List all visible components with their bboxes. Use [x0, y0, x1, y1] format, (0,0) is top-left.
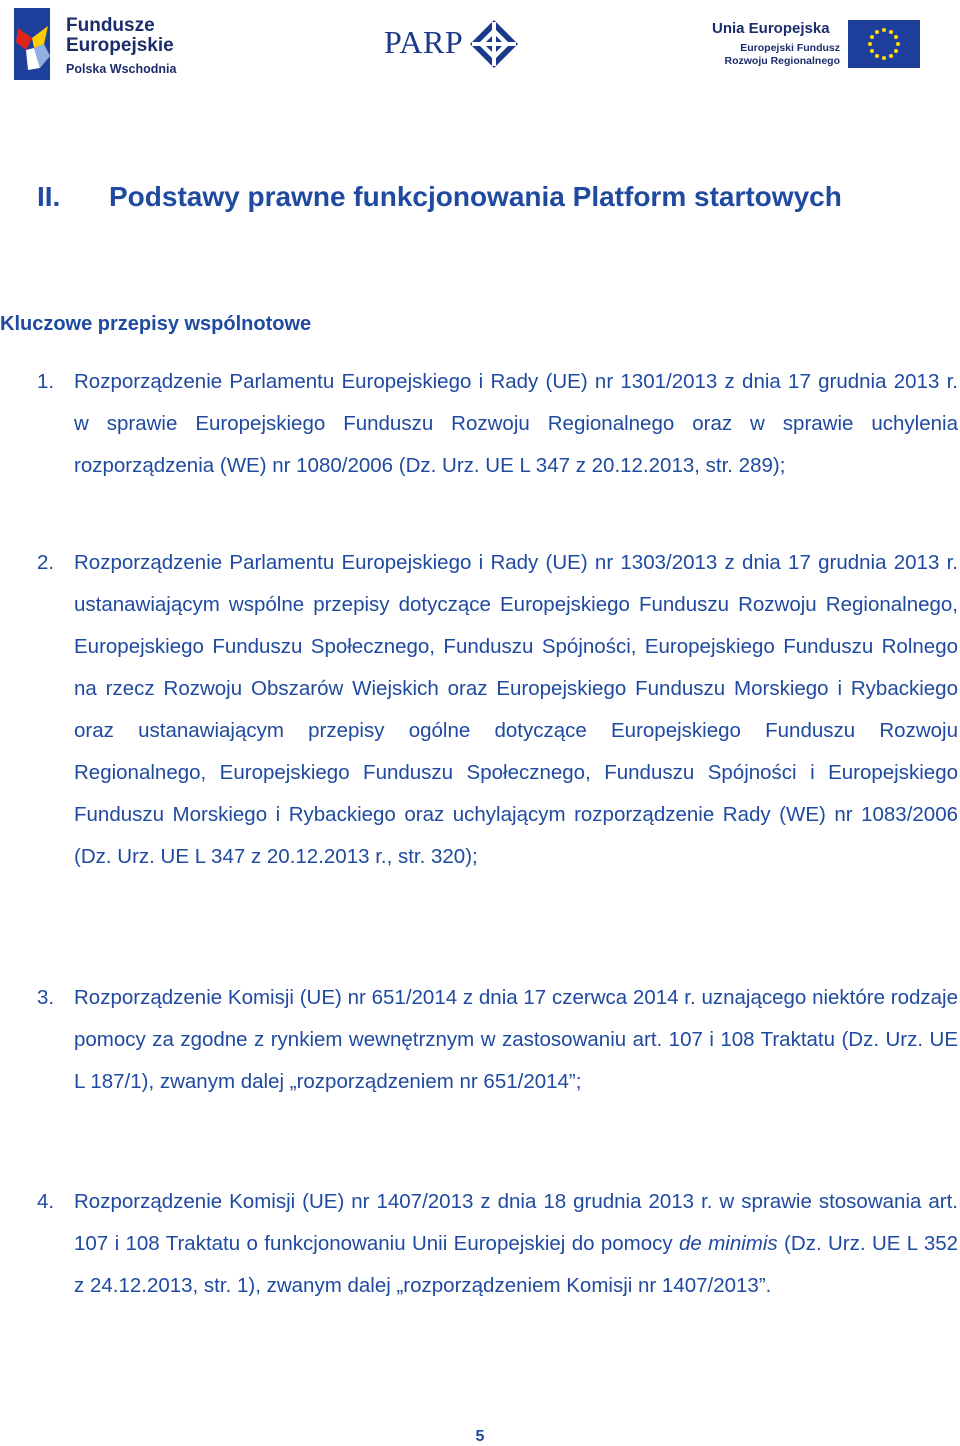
list-item-text-italic: de minimis [679, 1232, 778, 1255]
chapter-number: II. [37, 181, 61, 212]
fe-logo-title [66, 16, 174, 56]
list-item-text-part: Rozporządzenie Komisji (UE) nr 1407/2013 z dnia 18 grudnia 2013 r. w sprawie stosowania art. 107 i 108 Traktatu o funkcjonowaniu Unii Europejskiej do pomocy [74, 1190, 958, 1255]
fe-star-mark-icon [14, 8, 54, 80]
fe-title-line2: Europejskie [66, 35, 174, 56]
page-number: 5 [475, 1428, 485, 1445]
section-subheading: Kluczowe przepisy wspólnotowe [0, 313, 312, 335]
list-item-number: 1. [37, 370, 55, 393]
eu-sub-line1: Europejski Fundusz [740, 42, 840, 54]
eu-sub-line2: Rozwoju Regionalnego [724, 55, 840, 67]
list-item-text: Rozporządzenie Parlamentu Europejskiego i Rady (UE) nr 1303/2013 z dnia 17 grudnia 2013 r. ustanawiającym wspólne przepisy dotyczące Europejskiego Funduszu Rozwoju Regionalnego, Europejskiego Funduszu Społecznego, Funduszu Spójności, Europejskiego Funduszu Rolnego na rzecz Rozwoju Obszarów Wiejskich oraz Europejskiego Funduszu Morskiego i Rybackiego oraz ustanawiającym przepisy ogólne dotyczące Europejskiego Funduszu Rozwoju Regionalnego, Europejskiego Funduszu Społecznego, Funduszu Spójności i Europejskiego Funduszu Morskiego i Rybackiego oraz uchylającym rozporządzenie Rady (WE) nr 1083/2006 (Dz. Urz. UE L 347 z 20.12.2013 r., str. 320); [74, 551, 958, 868]
list-item-text: Rozporządzenie Parlamentu Europejskiego i Rady (UE) nr 1301/2013 z dnia 17 grudnia 2013 r. w sprawie Europejskiego Funduszu Rozwoju Regionalnego oraz w sprawie uchylenia rozporządzenia (WE) nr 1080/2006 (Dz. Urz. UE L 347 z 20.12.2013, str. 289); [74, 370, 958, 477]
fe-logo-subtitle: Polska Wschodnia [66, 62, 177, 76]
list-item-text [74, 1181, 958, 1307]
parp-mark-icon [470, 20, 518, 68]
eu-flag-icon [848, 20, 920, 68]
fe-title-line1: Fundusze [66, 15, 155, 36]
list-item-number: 3. [37, 986, 55, 1009]
parp-logo-text: PARP [384, 24, 464, 60]
page-header [0, 0, 960, 90]
eu-logo-subtitle [712, 42, 840, 68]
list-item-text-part: (Dz. Urz. UE L 352 z 24.12.2013, str. 1), zwanym dalej „rozporządzeniem Komisji nr 1407/2013”. [74, 1232, 959, 1297]
list-item-text: Rozporządzenie Komisji (UE) nr 651/2014 z dnia 17 czerwca 2014 r. uznającego niektóre rodzaje pomocy za zgodne z rynkiem wewnętrznym w zastosowaniu art. 107 i 108 Traktatu (Dz. Urz. UE L 187/1), zwanym dalej „rozporządzeniem nr 651/2014”; [74, 986, 958, 1093]
list-item-number: 4. [37, 1190, 55, 1213]
parp-logo [384, 20, 524, 68]
list-item-number: 2. [37, 551, 55, 574]
chapter-title: Podstawy prawne funkcjonowania Platform startowych [109, 181, 842, 212]
fundusze-europejskie-logo [14, 8, 194, 80]
eu-logo-title: Unia Europejska [712, 20, 830, 37]
unia-europejska-logo [712, 18, 922, 70]
